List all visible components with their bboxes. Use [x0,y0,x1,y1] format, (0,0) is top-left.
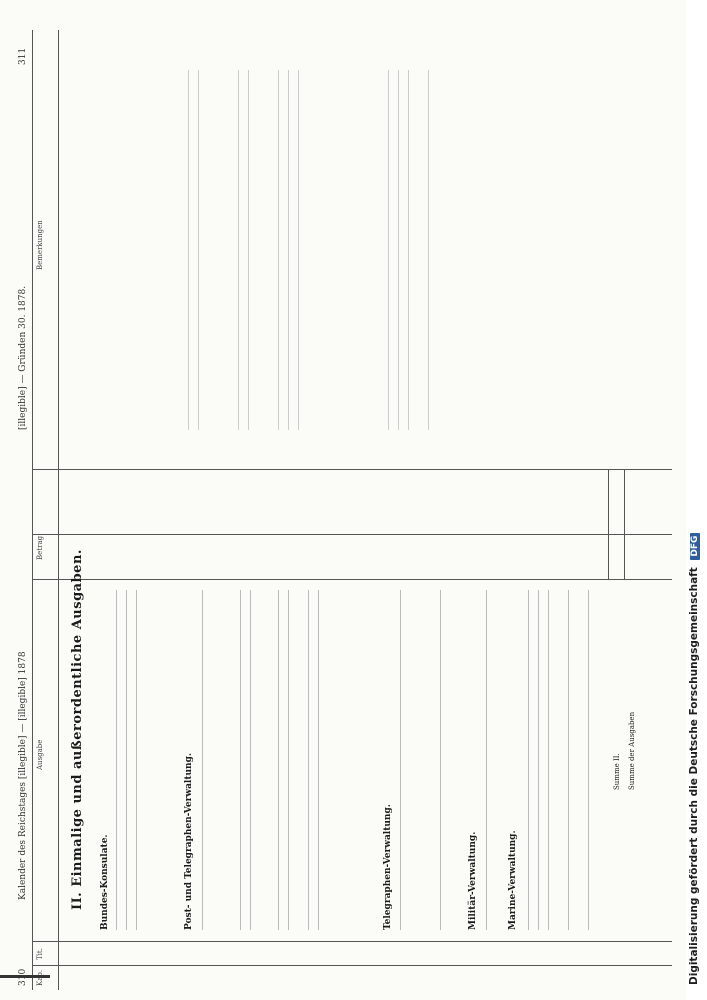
remark-line [428,70,429,430]
col-divider-1 [32,965,672,966]
footer-summe-ausgaben: Summe der Ausgaben [628,711,636,790]
remark-line [298,70,299,430]
sum-rule [624,470,625,580]
entry-line [440,590,441,930]
entry-line [202,590,203,930]
entry-line [528,590,529,930]
entry-line [400,590,401,930]
remark-line [198,70,199,430]
col-divider-3 [32,579,672,580]
entry-line [548,590,549,930]
entry-line [240,590,241,930]
section-title: II. Einmalige und außerordentliche Ausgaben. [70,549,85,910]
remark-line [238,70,239,430]
subsection-title: Telegraphen-Verwaltung. [383,804,393,930]
column-head-rule [58,30,59,990]
remark-line [248,70,249,430]
column-betrag: Betrag [36,535,44,560]
header-rule [32,30,33,990]
remark-line [388,70,389,430]
entry-line [318,590,319,930]
remark-line [398,70,399,430]
sum-rule [608,470,609,580]
column-remarks: Bemerkungen [36,220,44,270]
col-divider-5 [32,469,672,470]
remark-line [288,70,289,430]
entry-line [278,590,279,930]
subsection-title: Post- und Telegraphen-Verwaltung. [184,752,194,930]
left-page-title: Kalender des Reichstages [illegible] — [illegible] 1878 [18,651,28,900]
col-divider-2 [32,941,672,942]
entry-line [588,590,589,930]
subsection-title: Marine-Verwaltung. [508,830,518,930]
entry-line [538,590,539,930]
subsection-title: Bundes-Konsulate. [100,834,110,930]
dfg-credit [688,533,700,985]
entry-line [126,590,127,930]
right-page-title: [illegible] — Gründen 30. 1878. [18,285,28,430]
scan-edge-mark [0,975,50,978]
column-ausgabe: Ausgabe [36,739,44,770]
entry-line [308,590,309,930]
dfg-credit-text: Digitalisierung gefördert durch die Deutsche Forschungsgemeinschaft [688,567,700,985]
remark-line [188,70,189,430]
entry-line [486,590,487,930]
footer-summe-ii: Summe II. [613,753,621,790]
entry-line [116,590,117,930]
entry-line [568,590,569,930]
column-tit: Tit. [36,948,44,960]
remark-line [278,70,279,430]
subsection-title: Militär-Verwaltung. [468,831,478,930]
entry-line [136,590,137,930]
right-page-number: 311 [18,47,28,65]
col-divider-4 [32,534,672,535]
remark-line [408,70,409,430]
entry-line [288,590,289,930]
dfg-logo: DFG [690,533,700,560]
rotated-page-content [8,30,688,990]
entry-line [250,590,251,930]
